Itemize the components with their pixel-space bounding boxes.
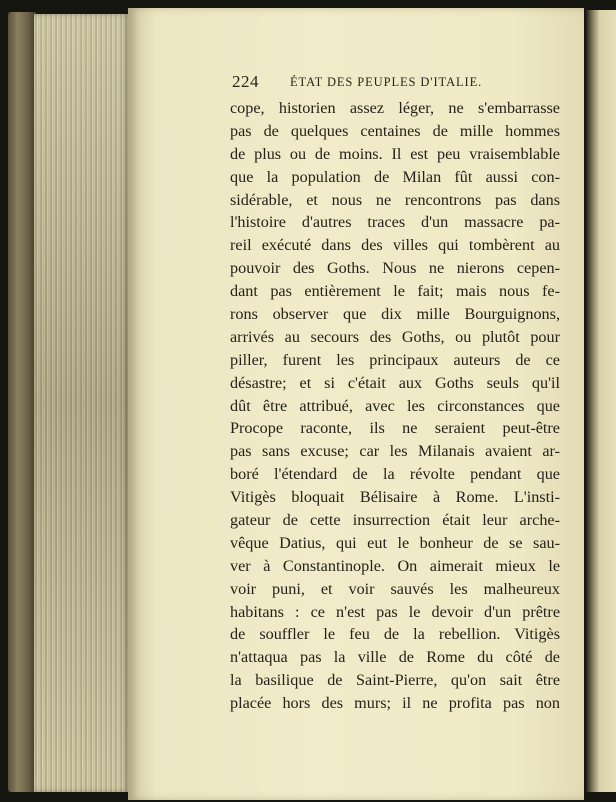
- text-line: pas de quelques centaines de mille hommes: [230, 121, 560, 140]
- facing-page-edge: [586, 10, 616, 792]
- text-line: pas sans excuse; car les Milanais avaient ar-: [230, 442, 560, 461]
- text-line: arrivés au secours des Goths, ou plutôt pour: [230, 327, 560, 346]
- text-line: l'histoire d'autres traces d'un massacre pa-: [230, 213, 560, 232]
- text-line: la basilique de Saint-Pierre, qu'on sait être: [230, 671, 560, 690]
- text-line: Procope raconte, ils ne seraient peut-être: [230, 419, 560, 438]
- book-cover: [8, 12, 36, 792]
- text-line: que la population de Milan fût aussi con-: [230, 167, 560, 186]
- text-line: de souffler le feu de la rebellion. Vitigès: [230, 625, 560, 644]
- body-text: [230, 97, 560, 715]
- text-line: gateur de cette insurrection était leur arche-: [230, 511, 560, 530]
- text-line: habitans : ce n'est pas le devoir d'un prêtre: [230, 602, 560, 621]
- running-head: [232, 72, 552, 92]
- running-head-title: ÉTAT DES PEUPLES D'ITALIE.: [290, 75, 483, 89]
- text-line: boré l'étendard de la révolte pendant que: [230, 465, 560, 484]
- text-line: rons observer que dix mille Bourguignons,: [230, 305, 560, 324]
- text-line: sidérable, et nous ne rencontrons pas dans: [230, 190, 560, 209]
- text-line: dant pas entièrement le fait; mais nous fe-: [230, 282, 560, 301]
- text-line: cope, historien assez léger, ne s'embarrasse: [230, 99, 560, 117]
- text-line: piller, furent les principaux auteurs de ce: [230, 350, 560, 369]
- text-line: Vitigès bloquait Bélisaire à Rome. L'insti-: [230, 488, 560, 507]
- text-line: n'attaqua pas la ville de Rome du côté de: [230, 648, 560, 667]
- text-line: de plus ou de moins. Il est peu vraisemblable: [230, 144, 560, 163]
- page-edges-shading: [34, 14, 130, 792]
- text-line: pouvoir des Goths. Nous ne nierons cepen-: [230, 259, 560, 278]
- text-line: dût être attribué, avec les circonstances que: [230, 396, 560, 415]
- page-number: 224: [232, 72, 259, 91]
- text-line: voir puni, et voir sauvés les malheureux: [230, 579, 560, 598]
- text-line: placée hors des murs; il ne profita pas non: [230, 694, 560, 713]
- text-line: désastre; et si c'était aux Goths seuls qu'il: [230, 373, 560, 392]
- text-line: ver à Constantinople. On aimerait mieux le: [230, 556, 560, 575]
- text-line: reil exécuté dans des villes qui tombèrent au: [230, 236, 560, 255]
- text-line: vêque Datius, qui eut le bonheur de se sau-: [230, 533, 560, 552]
